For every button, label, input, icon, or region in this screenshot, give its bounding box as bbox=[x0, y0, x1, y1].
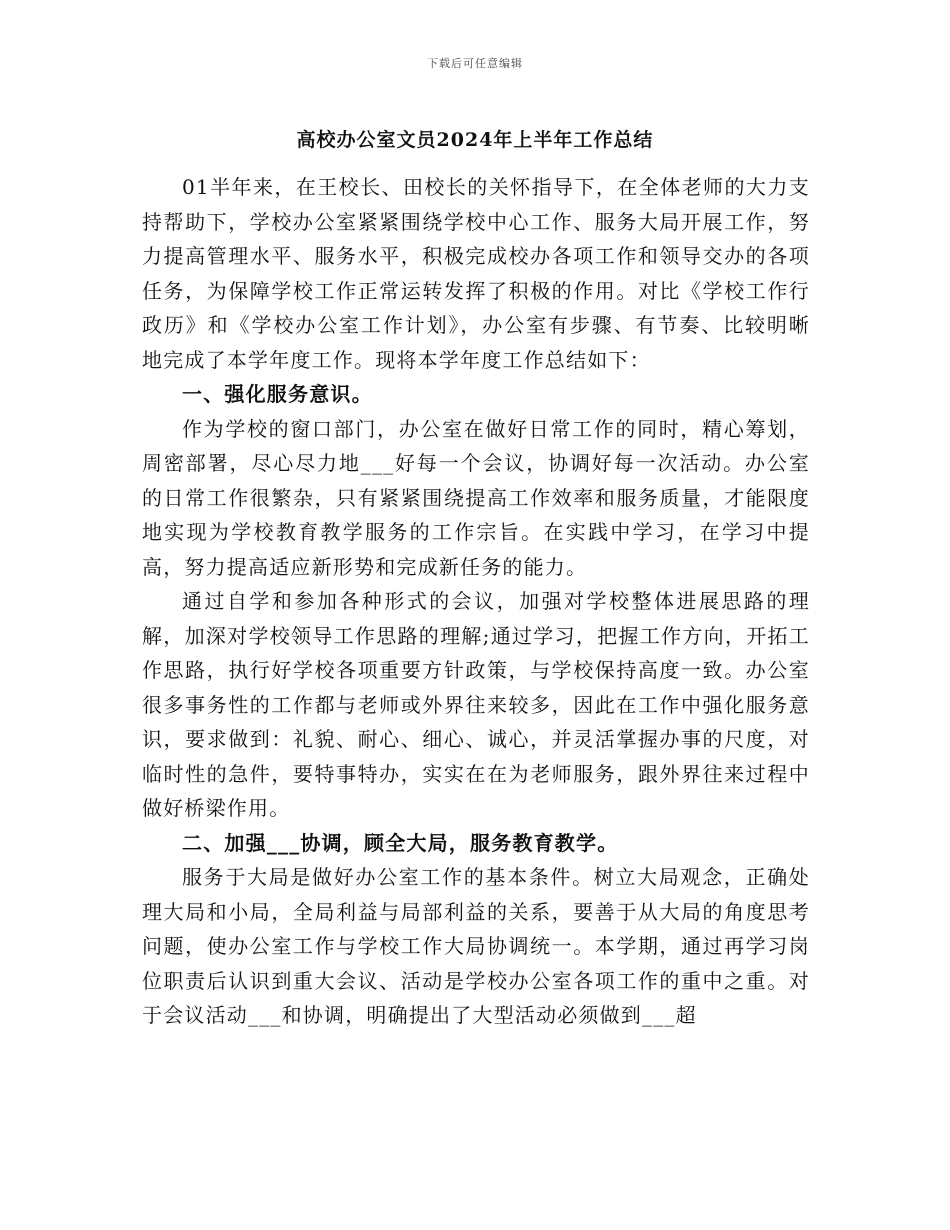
document-title: 高校办公室文员2024年上半年工作总结 bbox=[296, 129, 654, 151]
body-paragraph-1b: 通过自学和参加各种形式的会议，加强对学校整体进展思路的理解，加深对学校领导工作思路的理解;通过学习，把握工作方向，开拓工作思路，执行好学校各项重要方针政策，与学校保持高度一致。办公室很多事务性的工作都与老师或外界往来较多，因此在工作中强化服务意识，要求做到：礼貌、耐心、细心、诚心，并灵活掌握办事的尺度，对临时性的急件，要特事特办，实实在在为老师服务，跟外界往来过程中做好桥梁作用。 bbox=[142, 589, 810, 820]
body-paragraph-2a: 服务于大局是做好办公室工作的基本条件。树立大局观念，正确处理大局和小局，全局利益与局部利益的关系，要善于从大局的角度思考问题，使办公室工作与学校工作大局协调统一。本学期，通过再学习岗位职责后认识到重大会议、活动是学校办公室各项工作的重中之重。对于会议活动___和协调，明确提出了大型活动必须做到___超 bbox=[142, 865, 810, 1027]
body-paragraph-1a: 作为学校的窗口部门，办公室在做好日常工作的同时，精心筹划，周密部署，尽心尽力地___好每一个会议，协调好每一次活动。办公室的日常工作很繁杂，只有紧紧围绕提高工作效率和服务质量，才能限度地实现为学校教育教学服务的工作宗旨。在实践中学习，在学习中提高，努力提高适应新形势和完成新任务的能力。 bbox=[142, 416, 810, 579]
document-body bbox=[142, 170, 810, 1033]
section-heading-1: 一、强化服务意识。 bbox=[182, 382, 373, 406]
section-heading-2: 二、加强___协调，顾全大局，服务教育教学。 bbox=[182, 830, 619, 855]
header-note: 下载后可任意编辑 bbox=[427, 57, 523, 70]
body-paragraph-intro: 01半年来，在王校长、田校长的关怀指导下，在全体老师的大力支持帮助下，学校办公室紧紧围绕学校中心工作、服务大局开展工作，努力提高管理水平、服务水平，积极完成校办各项工作和领导交办的各项任务，为保障学校工作正常运转发挥了积极的作用。对比《学校工作行政历》和《学校办公室工作计划》，办公室有步骤、有节奏、比较明晰地完成了本学年度工作。现将本学年度工作总结如下： bbox=[142, 175, 810, 372]
